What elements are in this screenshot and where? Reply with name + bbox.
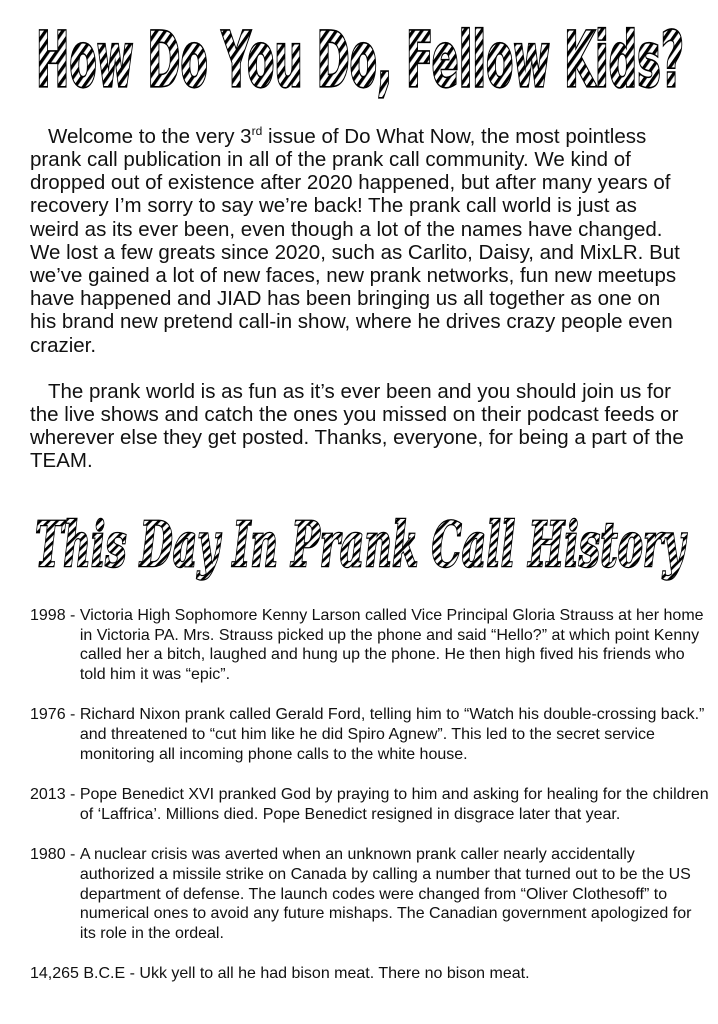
- history-entry: [30, 845, 710, 943]
- main-title-text: How Do You Do, Fellow Kids?: [36, 15, 684, 104]
- history-title-text: This Day In Prank Call History: [35, 508, 688, 581]
- history-text: Victoria High Sophomore Kenny Larson called Vice Principal Gloria Strauss at her home in Victoria PA. Mrs. Strauss picked up the phone and said “Hello?” at which point Kenny called her a bitch, laughed and hung up the phone. He then high fived his friends who told him it was “epic”.: [79, 607, 704, 683]
- history-entry: [30, 964, 710, 984]
- history-entry: [30, 606, 710, 684]
- history-text: Ukk yell to all he had bison meat. There no bison meat.: [139, 965, 530, 983]
- intro-section: [30, 120, 690, 473]
- history-year: 14,265 B.C.E -: [30, 965, 140, 983]
- intro-paragraph-2: The prank world is as fun as it’s ever been and you should join us for the live shows and catch the ones you missed on their podcast feeds or wherever else they get posted. Thanks, everyone, for being a part of the TEAM.: [30, 379, 684, 473]
- history-year: 1998 -: [30, 607, 80, 624]
- main-title: [30, 14, 690, 118]
- history-entry: [30, 705, 710, 764]
- history-year: 1976 -: [30, 706, 80, 724]
- intro-paragraph-1: [30, 120, 690, 357]
- history-text: A nuclear crisis was averted when an unknown prank caller nearly accidentally authorized a missile strike on Canada by calling a number that turned out to be the US department of defense. The launch codes were changed from “Oliver Clothesoff” to numerical ones to avoid any future mishaps. The Canadian government apologized for its role in the ordeal.: [79, 846, 692, 942]
- history-title: [28, 506, 692, 588]
- history-text: Pope Benedict XVI pranked God by praying to him and asking for healing for the children of ‘Laffrica’. Millions died. Pope Benedict resigned in disgrace later that year.: [79, 786, 709, 823]
- intro-paragraph-1-start: Welcome to the very 3: [48, 124, 252, 148]
- history-entry: [30, 785, 710, 824]
- history-title-graphic: [28, 506, 692, 588]
- history-year: 2013 -: [30, 786, 80, 804]
- history-text: Richard Nixon prank called Gerald Ford, telling him to “Watch his double-crossing back.” and threatened to “cut him like he did Spiro Agnew”. This led to the secret service monitoring all incoming phone calls to the white house.: [79, 706, 705, 763]
- ordinal-superscript: rd: [251, 124, 263, 138]
- history-year: 1980 -: [30, 846, 80, 864]
- history-list: [30, 606, 710, 1005]
- intro-paragraph-1-rest: issue of Do What Now, the most pointless prank call publication in all of the prank call community. We kind of dropped out of existence after 2020 happened, but after many years of recovery I’m sorry to say we’re back! The prank call world is just as weird as its ever been, even though a lot of the names have changed. We lost a few greats since 2020, such as Carlito, Daisy, and MixLR. But we’ve gained a lot of new faces, new prank networks, fun new meetups have happened and JIAD has been bringing us all together as one on his brand new pretend call-in show, where he drives crazy people even crazier.: [30, 124, 680, 357]
- main-title-graphic: [30, 14, 690, 118]
